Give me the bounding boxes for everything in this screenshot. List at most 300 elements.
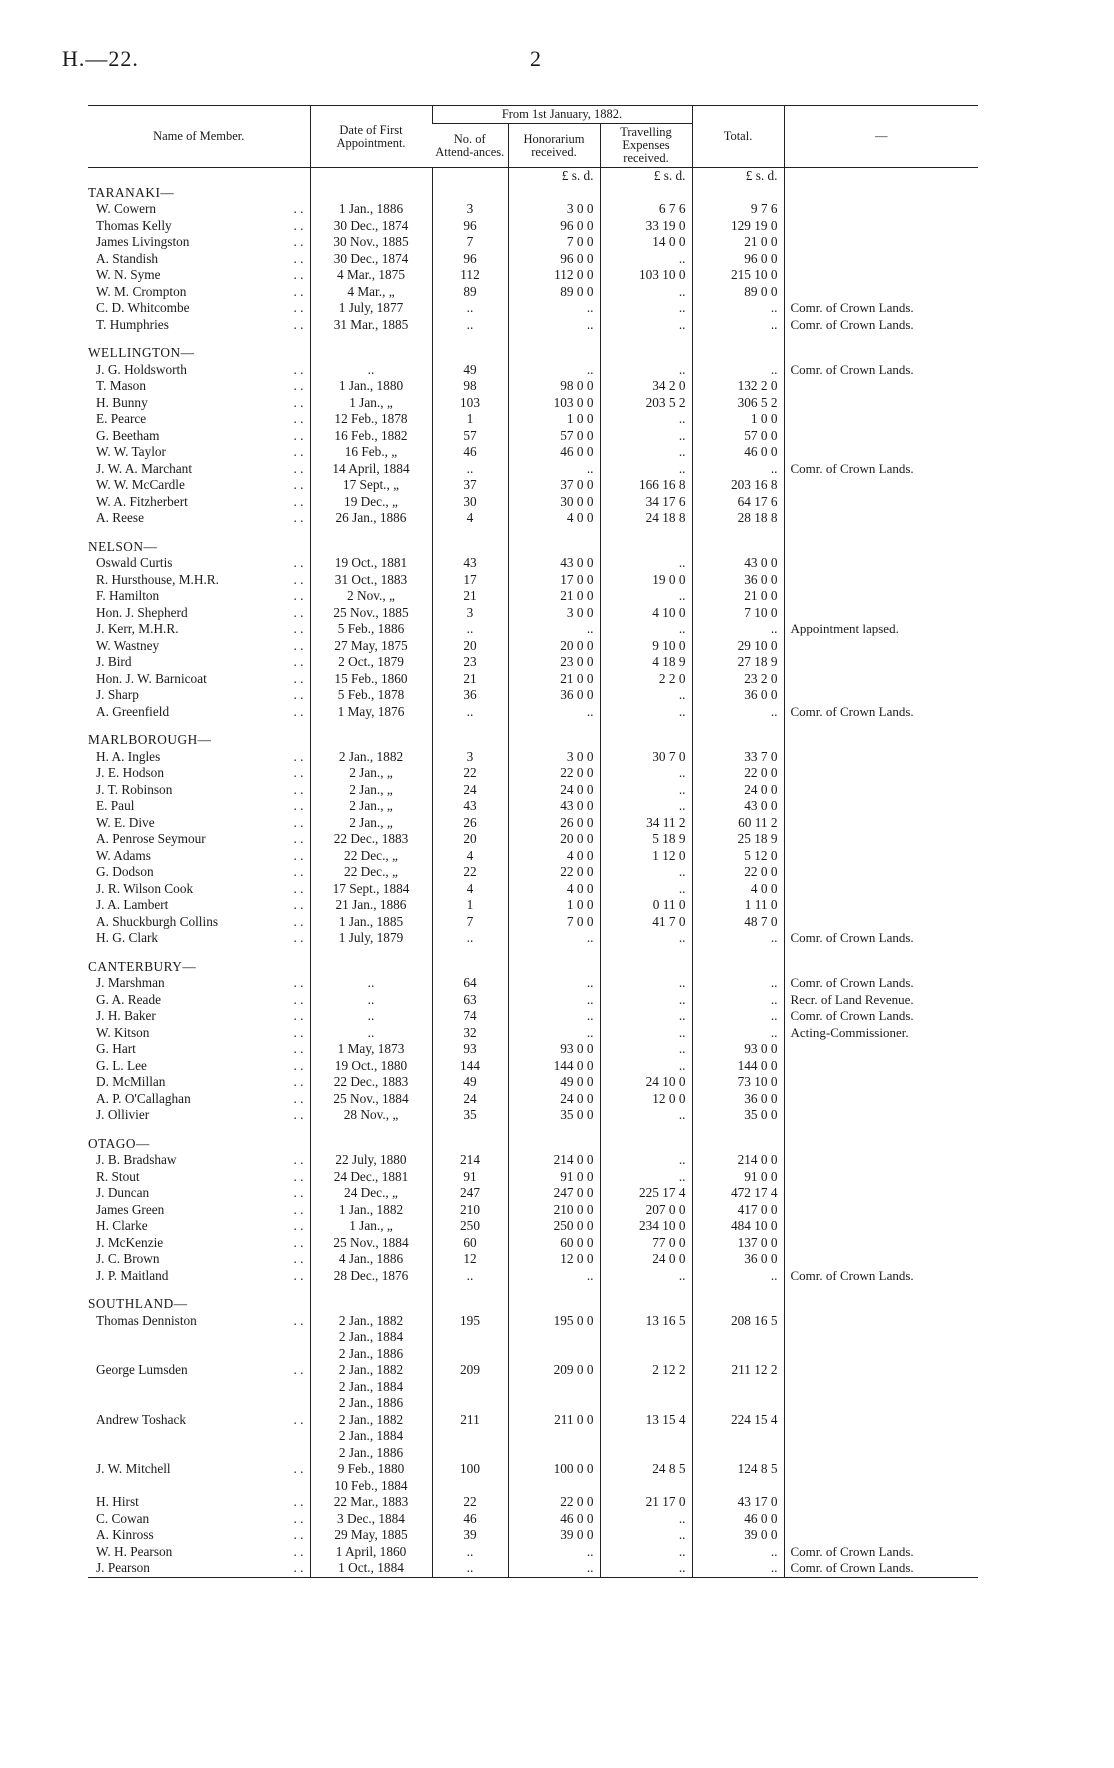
leader-dots: . . bbox=[293, 897, 304, 912]
member-name bbox=[88, 638, 310, 655]
travelling-expenses bbox=[600, 1478, 692, 1495]
appointment-date: 12 Feb., 1878 bbox=[310, 411, 432, 428]
member-name bbox=[88, 1461, 310, 1478]
member-name bbox=[88, 815, 310, 832]
appointment-date: 17 Sept., 1884 bbox=[310, 881, 432, 898]
total: 43 17 0 bbox=[692, 1494, 784, 1511]
total: 35 0 0 bbox=[692, 1107, 784, 1124]
member-name bbox=[88, 914, 310, 931]
empty-cell bbox=[432, 1136, 508, 1153]
member-name-text: J. T. Robinson bbox=[96, 781, 173, 797]
document-reference: H.—22. bbox=[62, 46, 139, 71]
attendances: 22 bbox=[432, 765, 508, 782]
total bbox=[692, 1379, 784, 1396]
total: 472 17 4 bbox=[692, 1185, 784, 1202]
appointment-date: 31 Mar., 1885 bbox=[310, 317, 432, 334]
member-name bbox=[88, 930, 310, 947]
leader-dots: . . bbox=[293, 703, 304, 719]
honorarium: 209 0 0 bbox=[508, 1362, 600, 1379]
member-name-text: Hon. J. W. Barnicoat bbox=[96, 670, 207, 686]
total: 64 17 6 bbox=[692, 494, 784, 511]
table-row bbox=[88, 317, 978, 334]
remarks: Comr. of Crown Lands. bbox=[784, 930, 978, 947]
table-row bbox=[88, 428, 978, 445]
total: 91 0 0 bbox=[692, 1169, 784, 1186]
honorarium: 103 0 0 bbox=[508, 395, 600, 412]
member-name bbox=[88, 1346, 310, 1363]
remarks bbox=[784, 1395, 978, 1412]
empty-cell bbox=[508, 1136, 600, 1153]
table-row bbox=[88, 848, 978, 865]
attendances: .. bbox=[432, 1544, 508, 1561]
honorarium: 21 0 0 bbox=[508, 588, 600, 605]
remarks bbox=[784, 1511, 978, 1528]
honorarium: 21 0 0 bbox=[508, 671, 600, 688]
appointment-date: 30 Nov., 1885 bbox=[310, 234, 432, 251]
honorarium: 214 0 0 bbox=[508, 1152, 600, 1169]
remarks bbox=[784, 251, 978, 268]
member-name-text: A. Reese bbox=[96, 510, 144, 525]
remarks bbox=[784, 605, 978, 622]
remarks bbox=[784, 494, 978, 511]
attendances: 93 bbox=[432, 1041, 508, 1058]
attendances: 24 bbox=[432, 1091, 508, 1108]
appointment-date: 22 Mar., 1883 bbox=[310, 1494, 432, 1511]
attendances: 43 bbox=[432, 798, 508, 815]
page-number: 2 bbox=[530, 46, 541, 71]
travelling-expenses: .. bbox=[600, 555, 692, 572]
total bbox=[692, 1428, 784, 1445]
attendances: 3 bbox=[432, 749, 508, 766]
appointment-date: 26 Jan., 1886 bbox=[310, 510, 432, 527]
leader-dots: . . bbox=[293, 1543, 304, 1559]
remarks bbox=[784, 749, 978, 766]
table-row bbox=[88, 588, 978, 605]
member-name bbox=[88, 1428, 310, 1445]
travelling-expenses: 24 18 8 bbox=[600, 510, 692, 527]
total: 25 18 9 bbox=[692, 831, 784, 848]
honorarium: 247 0 0 bbox=[508, 1185, 600, 1202]
leader-dots: . . bbox=[293, 378, 304, 393]
table-row bbox=[88, 510, 978, 527]
col-header-remarks: — bbox=[784, 106, 978, 168]
member-name-text: G. Beetham bbox=[96, 427, 160, 443]
honorarium: 20 0 0 bbox=[508, 831, 600, 848]
total: 22 0 0 bbox=[692, 864, 784, 881]
attendances: 64 bbox=[432, 975, 508, 992]
table-row bbox=[88, 1313, 978, 1330]
appointment-date: 2 Jan., 1882 bbox=[310, 749, 432, 766]
table-row bbox=[88, 1511, 978, 1528]
travelling-expenses: .. bbox=[600, 1511, 692, 1528]
remarks: Comr. of Crown Lands. bbox=[784, 1560, 978, 1577]
empty-cell bbox=[432, 732, 508, 749]
honorarium: 7 0 0 bbox=[508, 914, 600, 931]
empty-cell bbox=[508, 539, 600, 556]
travelling-expenses: 34 2 0 bbox=[600, 378, 692, 395]
table-row bbox=[88, 1235, 978, 1252]
appointment-date: 1 Jan., 1882 bbox=[310, 1202, 432, 1219]
attendances bbox=[432, 1478, 508, 1495]
remarks bbox=[784, 428, 978, 445]
total: 306 5 2 bbox=[692, 395, 784, 412]
attendances: 96 bbox=[432, 218, 508, 235]
member-name-text: G. A. Reade bbox=[96, 991, 161, 1007]
remarks bbox=[784, 201, 978, 218]
member-name-text: J. A. Lambert bbox=[96, 897, 169, 912]
travelling-expenses: 14 0 0 bbox=[600, 234, 692, 251]
table-row bbox=[88, 897, 978, 914]
leader-dots: . . bbox=[293, 394, 304, 410]
leader-dots: . . bbox=[293, 555, 304, 570]
leader-dots: . . bbox=[293, 1168, 304, 1184]
travelling-expenses: 9 10 0 bbox=[600, 638, 692, 655]
member-name-text: J. Bird bbox=[96, 654, 132, 669]
section-name: MARLBOROUGH— bbox=[88, 732, 212, 747]
member-name bbox=[88, 1025, 310, 1042]
section-name: WELLINGTON— bbox=[88, 345, 195, 360]
remarks bbox=[784, 555, 978, 572]
total bbox=[692, 1478, 784, 1495]
appointment-date: 21 Jan., 1886 bbox=[310, 897, 432, 914]
table-row bbox=[88, 444, 978, 461]
appointment-date: 3 Dec., 1884 bbox=[310, 1511, 432, 1528]
member-name bbox=[88, 1008, 310, 1025]
leader-dots: . . bbox=[293, 1527, 304, 1542]
remarks bbox=[784, 1107, 978, 1124]
leader-dots: . . bbox=[293, 1251, 304, 1266]
col-header-total: Total. bbox=[692, 106, 784, 168]
leader-dots: . . bbox=[293, 444, 304, 459]
appointment-date: 1 May, 1876 bbox=[310, 704, 432, 721]
remarks bbox=[784, 477, 978, 494]
leader-dots: . . bbox=[293, 1041, 304, 1056]
remarks bbox=[784, 1313, 978, 1330]
total bbox=[692, 1395, 784, 1412]
member-name-text: Thomas Kelly bbox=[96, 217, 172, 233]
empty-cell bbox=[310, 1296, 432, 1313]
leader-dots: . . bbox=[293, 1411, 304, 1427]
leader-dots: . . bbox=[293, 831, 304, 846]
travelling-expenses: .. bbox=[600, 300, 692, 317]
travelling-expenses: .. bbox=[600, 782, 692, 799]
remarks bbox=[784, 1412, 978, 1429]
attendances: 214 bbox=[432, 1152, 508, 1169]
member-name bbox=[88, 831, 310, 848]
travelling-expenses: 234 10 0 bbox=[600, 1218, 692, 1235]
total bbox=[692, 1445, 784, 1462]
member-name-text: J. G. Holdsworth bbox=[96, 361, 187, 377]
col-header-date: Date of First Appointment. bbox=[310, 106, 432, 168]
table-row bbox=[88, 494, 978, 511]
member-name-text: George Lumsden bbox=[96, 1362, 188, 1377]
empty-cell bbox=[692, 345, 784, 362]
appointment-date: 2 Jan., 1884 bbox=[310, 1428, 432, 1445]
appointment-date: 4 Jan., 1886 bbox=[310, 1251, 432, 1268]
leader-dots: . . bbox=[293, 588, 304, 603]
appointment-date: 25 Nov., 1884 bbox=[310, 1235, 432, 1252]
remarks bbox=[784, 572, 978, 589]
leader-dots: . . bbox=[293, 460, 304, 476]
attendances: 24 bbox=[432, 782, 508, 799]
total: 484 10 0 bbox=[692, 1218, 784, 1235]
travelling-expenses: .. bbox=[600, 1560, 692, 1577]
table-row bbox=[88, 1527, 978, 1544]
attendances: .. bbox=[432, 930, 508, 947]
attendances: 20 bbox=[432, 638, 508, 655]
section-name: NELSON— bbox=[88, 538, 158, 554]
member-name-text: G. Hart bbox=[96, 1041, 136, 1056]
empty-cell bbox=[432, 185, 508, 202]
members-table-container bbox=[88, 105, 978, 1578]
leader-dots: . . bbox=[293, 234, 304, 249]
remarks bbox=[784, 1346, 978, 1363]
table-row bbox=[88, 555, 978, 572]
attendances: 3 bbox=[432, 201, 508, 218]
honorarium bbox=[508, 1428, 600, 1445]
col-header-group: From 1st January, 1882. bbox=[432, 106, 692, 124]
attendances: 43 bbox=[432, 555, 508, 572]
remarks: Comr. of Crown Lands. bbox=[784, 317, 978, 334]
travelling-expenses: 203 5 2 bbox=[600, 395, 692, 412]
empty-cell bbox=[784, 732, 978, 749]
table-row bbox=[88, 765, 978, 782]
honorarium bbox=[508, 1379, 600, 1396]
attendances: 17 bbox=[432, 572, 508, 589]
appointment-date: 27 May, 1875 bbox=[310, 638, 432, 655]
empty-cell bbox=[310, 1136, 432, 1153]
travelling-expenses: .. bbox=[600, 411, 692, 428]
appointment-date: 25 Nov., 1885 bbox=[310, 605, 432, 622]
appointment-date: 2 Jan., 1884 bbox=[310, 1379, 432, 1396]
member-name bbox=[88, 411, 310, 428]
table-row bbox=[88, 782, 978, 799]
leader-dots: . . bbox=[293, 670, 304, 686]
travelling-expenses: .. bbox=[600, 687, 692, 704]
attendances: .. bbox=[432, 704, 508, 721]
member-name-text: J. P. Maitland bbox=[96, 1267, 169, 1283]
table-row bbox=[88, 300, 978, 317]
total: 22 0 0 bbox=[692, 765, 784, 782]
member-name bbox=[88, 461, 310, 478]
attendances: 30 bbox=[432, 494, 508, 511]
table-row bbox=[88, 1494, 978, 1511]
empty-cell bbox=[600, 1136, 692, 1153]
total: 224 15 4 bbox=[692, 1412, 784, 1429]
empty-cell bbox=[784, 185, 978, 202]
travelling-expenses: .. bbox=[600, 1008, 692, 1025]
appointment-date: 19 Oct., 1880 bbox=[310, 1058, 432, 1075]
member-name bbox=[88, 749, 310, 766]
total: .. bbox=[692, 1560, 784, 1577]
travelling-expenses: 12 0 0 bbox=[600, 1091, 692, 1108]
travelling-expenses: .. bbox=[600, 1544, 692, 1561]
total: .. bbox=[692, 621, 784, 638]
honorarium: 91 0 0 bbox=[508, 1169, 600, 1186]
member-name bbox=[88, 1445, 310, 1462]
honorarium bbox=[508, 1478, 600, 1495]
attendances: 23 bbox=[432, 654, 508, 671]
attendances: 57 bbox=[432, 428, 508, 445]
total: 36 0 0 bbox=[692, 572, 784, 589]
honorarium: 23 0 0 bbox=[508, 654, 600, 671]
total: 9 7 6 bbox=[692, 201, 784, 218]
remarks: Comr. of Crown Lands. bbox=[784, 704, 978, 721]
total: 36 0 0 bbox=[692, 1251, 784, 1268]
remarks bbox=[784, 1235, 978, 1252]
member-name bbox=[88, 1478, 310, 1495]
appointment-date: 2 Jan., 1886 bbox=[310, 1395, 432, 1412]
table-row bbox=[88, 1362, 978, 1379]
table-row bbox=[88, 749, 978, 766]
leader-dots: . . bbox=[293, 217, 304, 233]
empty-cell bbox=[692, 185, 784, 202]
member-name bbox=[88, 1058, 310, 1075]
section-gap bbox=[88, 947, 978, 959]
travelling-expenses: 24 0 0 bbox=[600, 1251, 692, 1268]
honorarium: 26 0 0 bbox=[508, 815, 600, 832]
appointment-date: 29 May, 1885 bbox=[310, 1527, 432, 1544]
member-name bbox=[88, 1202, 310, 1219]
empty-cell bbox=[508, 1296, 600, 1313]
honorarium bbox=[508, 1346, 600, 1363]
travelling-expenses: 207 0 0 bbox=[600, 1202, 692, 1219]
honorarium: 96 0 0 bbox=[508, 218, 600, 235]
table-row bbox=[88, 1025, 978, 1042]
remarks bbox=[784, 831, 978, 848]
travelling-expenses: .. bbox=[600, 1527, 692, 1544]
member-name bbox=[88, 654, 310, 671]
table-row bbox=[88, 930, 978, 947]
remarks bbox=[784, 1329, 978, 1346]
travelling-expenses: .. bbox=[600, 765, 692, 782]
member-name bbox=[88, 1412, 310, 1429]
attendances: 63 bbox=[432, 992, 508, 1009]
appointment-date: 2 Jan., „ bbox=[310, 782, 432, 799]
appointment-date: .. bbox=[310, 1008, 432, 1025]
total: 73 10 0 bbox=[692, 1074, 784, 1091]
travelling-expenses: 30 7 0 bbox=[600, 749, 692, 766]
member-name-text: W. Wastney bbox=[96, 637, 160, 653]
member-name bbox=[88, 1251, 310, 1268]
travelling-expenses bbox=[600, 1329, 692, 1346]
member-name-text: E. Paul bbox=[96, 798, 135, 813]
table-row bbox=[88, 411, 978, 428]
appointment-date: 14 April, 1884 bbox=[310, 461, 432, 478]
remarks bbox=[784, 1185, 978, 1202]
section-name: CANTERBURY— bbox=[88, 958, 197, 974]
appointment-date: 24 Dec., 1881 bbox=[310, 1169, 432, 1186]
member-name-text: J. W. A. Marchant bbox=[96, 460, 193, 476]
leader-dots: . . bbox=[293, 571, 304, 587]
empty-cell bbox=[432, 1296, 508, 1313]
appointment-date: 1 May, 1873 bbox=[310, 1041, 432, 1058]
table-row bbox=[88, 1379, 978, 1396]
leader-dots: . . bbox=[293, 913, 304, 929]
travelling-expenses: .. bbox=[600, 1152, 692, 1169]
honorarium: 46 0 0 bbox=[508, 1511, 600, 1528]
member-name-text: W. A. Fitzherbert bbox=[96, 493, 188, 509]
total: .. bbox=[692, 930, 784, 947]
attendances: 103 bbox=[432, 395, 508, 412]
leader-dots: . . bbox=[293, 250, 304, 266]
remarks: Comr. of Crown Lands. bbox=[784, 1268, 978, 1285]
member-name-text: W. W. McCardle bbox=[96, 477, 185, 492]
remarks bbox=[784, 765, 978, 782]
honorarium: 250 0 0 bbox=[508, 1218, 600, 1235]
member-name bbox=[88, 1041, 310, 1058]
appointment-date: 22 Dec., 1883 bbox=[310, 1074, 432, 1091]
appointment-date: 19 Oct., 1881 bbox=[310, 555, 432, 572]
member-name bbox=[88, 428, 310, 445]
member-name-text: R. Hursthouse, M.H.R. bbox=[96, 571, 220, 587]
remarks: Recr. of Land Revenue. bbox=[784, 992, 978, 1009]
member-name bbox=[88, 704, 310, 721]
leader-dots: . . bbox=[293, 1510, 304, 1526]
attendances: 7 bbox=[432, 234, 508, 251]
total: 89 0 0 bbox=[692, 284, 784, 301]
member-name bbox=[88, 992, 310, 1009]
leader-dots: . . bbox=[293, 814, 304, 830]
member-name-text: A. P. O'Callaghan bbox=[96, 1090, 191, 1106]
member-name-text: W. E. Dive bbox=[96, 814, 155, 830]
appointment-date: 19 Dec., „ bbox=[310, 494, 432, 511]
honorarium: 4 0 0 bbox=[508, 510, 600, 527]
member-name-text: James Green bbox=[96, 1201, 165, 1217]
appointment-date: .. bbox=[310, 992, 432, 1009]
attendances: 32 bbox=[432, 1025, 508, 1042]
member-name-text: Oswald Curtis bbox=[96, 555, 173, 570]
total: 1 0 0 bbox=[692, 411, 784, 428]
member-name bbox=[88, 881, 310, 898]
total: 144 0 0 bbox=[692, 1058, 784, 1075]
leader-dots: . . bbox=[293, 411, 304, 426]
honorarium bbox=[508, 1445, 600, 1462]
honorarium: 39 0 0 bbox=[508, 1527, 600, 1544]
honorarium: 89 0 0 bbox=[508, 284, 600, 301]
leader-dots: . . bbox=[293, 1234, 304, 1250]
section-name: TARANAKI— bbox=[88, 184, 175, 200]
honorarium: .. bbox=[508, 461, 600, 478]
section-heading-row bbox=[88, 959, 978, 976]
travelling-expenses: .. bbox=[600, 588, 692, 605]
member-name-text: D. McMillan bbox=[96, 1074, 166, 1089]
table-row bbox=[88, 671, 978, 688]
member-name-text: F. Hamilton bbox=[96, 588, 160, 603]
member-name bbox=[88, 671, 310, 688]
appointment-date: 25 Nov., 1884 bbox=[310, 1091, 432, 1108]
total: 27 18 9 bbox=[692, 654, 784, 671]
appointment-date: 1 Jan., „ bbox=[310, 395, 432, 412]
table-row bbox=[88, 461, 978, 478]
remarks bbox=[784, 284, 978, 301]
attendances: .. bbox=[432, 1560, 508, 1577]
table-row bbox=[88, 1074, 978, 1091]
honorarium: 57 0 0 bbox=[508, 428, 600, 445]
remarks bbox=[784, 378, 978, 395]
total bbox=[692, 1329, 784, 1346]
table-row bbox=[88, 1329, 978, 1346]
total: 93 0 0 bbox=[692, 1041, 784, 1058]
appointment-date: 17 Sept., „ bbox=[310, 477, 432, 494]
leader-dots: . . bbox=[293, 361, 304, 377]
travelling-expenses: 24 10 0 bbox=[600, 1074, 692, 1091]
member-name-text: A. Greenfield bbox=[96, 703, 170, 719]
total: 208 16 5 bbox=[692, 1313, 784, 1330]
honorarium: 37 0 0 bbox=[508, 477, 600, 494]
empty-cell bbox=[600, 1296, 692, 1313]
member-name-text: C. D. Whitcombe bbox=[96, 300, 190, 315]
